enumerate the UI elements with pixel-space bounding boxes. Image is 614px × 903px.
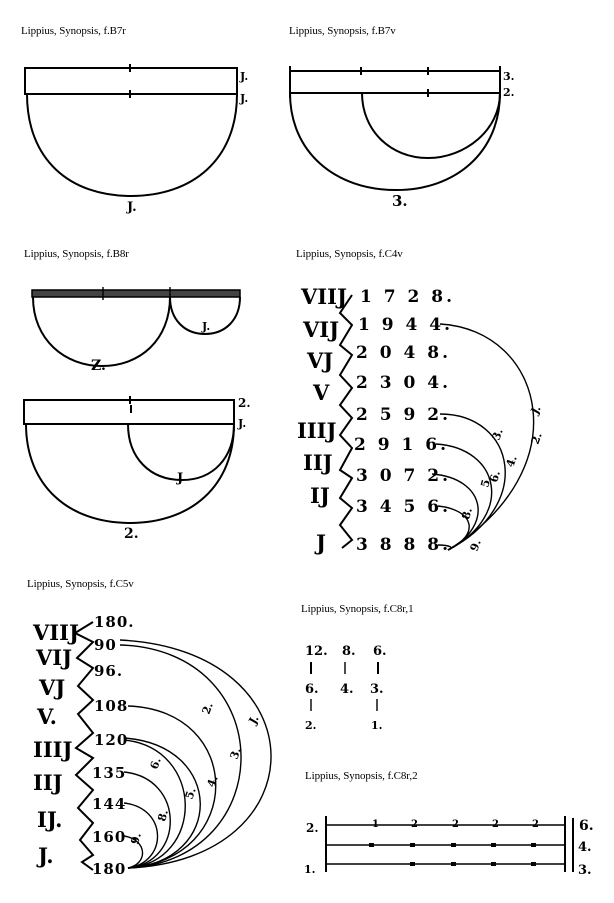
arc-label: J.	[240, 70, 249, 83]
tick-label: 1	[372, 819, 379, 830]
interval-arc-outer	[290, 93, 500, 190]
roman-numeral: IIJ	[303, 450, 333, 475]
roman-numeral: IJ.	[37, 807, 63, 832]
ratio-number: 4.	[578, 840, 592, 855]
arc-label: 9.	[128, 831, 144, 846]
arc-label: J	[177, 471, 184, 486]
caption-b7r: Lippius, Synopsis, f.B7r	[21, 25, 126, 37]
caption-c5v: Lippius, Synopsis, f.C5v	[27, 578, 134, 590]
ratio-number: 3.	[578, 863, 592, 878]
ratio-number: 3 4 5 6.	[356, 497, 451, 517]
ratio-number: 135	[92, 764, 127, 782]
string-mark	[491, 862, 496, 866]
ratio-number: 180.	[94, 613, 135, 631]
ratio-number: 2.	[305, 719, 317, 732]
interval-arc	[440, 324, 534, 550]
caption-c8r1: Lippius, Synopsis, f.C8r,1	[301, 603, 414, 615]
arc-label: 5.	[182, 785, 199, 802]
arc-label: 3.	[489, 426, 506, 443]
caption-c4v: Lippius, Synopsis, f.C4v	[296, 248, 403, 260]
roman-numeral: VIJ	[303, 317, 340, 342]
roman-numeral: IIIJ	[33, 737, 73, 762]
ratio-number: 1.	[371, 719, 383, 732]
roman-numeral: V	[313, 380, 330, 405]
ratio-number: 2.	[306, 821, 319, 835]
roman-numeral: IJ	[310, 483, 330, 508]
arc-label: 4.	[204, 773, 221, 790]
roman-numeral: VIIJ	[33, 620, 79, 645]
arc-label: 2.	[199, 700, 216, 717]
string-mark	[491, 843, 496, 847]
arc-label: J.	[240, 92, 249, 105]
ratio-number: 180	[92, 860, 127, 878]
arc-label: Z.	[91, 358, 106, 374]
arc-label: 2.	[528, 430, 545, 447]
arc-label: 9.	[467, 537, 484, 554]
roman-numeral: VIIJ	[301, 284, 347, 309]
interval-arc	[120, 640, 271, 868]
figure-c5v	[32, 613, 271, 878]
ratio-number: 2 9 1 6.	[354, 435, 449, 455]
arc-label: J.	[127, 200, 137, 215]
tick-label: 2	[532, 819, 539, 830]
ratio-number: 4.	[340, 682, 354, 697]
ratio-number: 8.	[342, 644, 356, 659]
ratio-number: 2 0 4 8.	[356, 343, 451, 363]
arc-label: J.	[528, 402, 544, 417]
figure-b8r-bottom	[24, 396, 251, 542]
caption-b7v: Lippius, Synopsis, f.B7v	[289, 25, 396, 37]
arc-label: J.	[238, 417, 247, 430]
ratio-number: 1.	[304, 863, 316, 876]
figure-b7r	[25, 64, 248, 215]
interval-arc	[27, 94, 237, 196]
string-mark	[531, 862, 536, 866]
tick-label: 2	[452, 819, 459, 830]
ratio-number: 6.	[305, 682, 319, 697]
figure-c4v	[297, 284, 545, 555]
ratio-number: 6.	[373, 644, 387, 659]
ratio-number: 2 5 9 2.	[356, 405, 451, 425]
figure-c8r1	[305, 644, 387, 732]
roman-numeral: J	[316, 530, 326, 555]
string-mark	[369, 843, 374, 847]
arc-label: 6.	[487, 469, 503, 484]
ratio-number: 90	[94, 636, 117, 654]
string-mark	[410, 843, 415, 847]
monochord-string	[32, 290, 240, 297]
roman-numeral: V.	[37, 704, 57, 729]
arc-label: 2.	[503, 86, 515, 99]
ratio-number: 3 8 8 8.	[356, 535, 451, 555]
roman-numeral: VJ	[39, 675, 66, 700]
ratio-number: 160	[92, 828, 127, 846]
roman-numeral: VIJ	[36, 645, 73, 670]
ratio-number: 96.	[94, 662, 124, 680]
ratio-number: 144	[92, 795, 127, 813]
roman-numeral: IIJ	[33, 770, 63, 795]
ratio-number: 3 0 7 2.	[356, 466, 451, 486]
arc-label: 3.	[392, 192, 408, 210]
ratio-number: 1 9 4 4.	[358, 315, 453, 335]
string-mark	[451, 843, 456, 847]
zigzag-connector	[340, 295, 352, 548]
string-mark	[531, 843, 536, 847]
ratio-number: 2 3 0 4.	[356, 373, 451, 393]
interval-arc-inner	[362, 93, 500, 158]
roman-numeral: IIIJ	[297, 418, 337, 443]
arc-label: 6.	[147, 755, 164, 772]
arc-label: 2.	[124, 526, 139, 542]
arc-label: 8.	[459, 506, 475, 521]
roman-numeral: VJ	[307, 348, 334, 373]
ratio-number: 1 7 2 8.	[360, 287, 455, 307]
arc-label: 2.	[238, 396, 251, 410]
string-mark	[451, 862, 456, 866]
arc-label: 4.	[503, 453, 520, 470]
caption-b8r: Lippius, Synopsis, f.B8r	[24, 248, 129, 260]
interval-arc	[33, 297, 170, 366]
figure-b7v	[290, 66, 514, 210]
ratio-number: 6.	[579, 818, 594, 834]
arc-label: 3.	[227, 745, 244, 762]
ratio-number: 12.	[305, 644, 328, 659]
tick-label: 2	[492, 819, 499, 830]
arc-label: 8.	[155, 808, 171, 823]
arc-label: 3.	[503, 70, 515, 83]
zigzag-connector	[75, 622, 93, 870]
tick-label: 2	[411, 819, 418, 830]
ratio-number: 108	[94, 697, 129, 715]
string-mark	[410, 862, 415, 866]
arc-label: 5.	[478, 474, 494, 489]
ratio-number: 120	[94, 731, 129, 749]
arc-label: J.	[202, 320, 211, 333]
figure-c8r2	[304, 816, 594, 878]
caption-c8r2: Lippius, Synopsis, f.C8r,2	[305, 770, 418, 782]
figure-b8r-top	[32, 287, 240, 374]
arc-label: J.	[246, 712, 262, 727]
ratio-number: 3.	[370, 682, 384, 697]
roman-numeral: J.	[38, 843, 54, 868]
